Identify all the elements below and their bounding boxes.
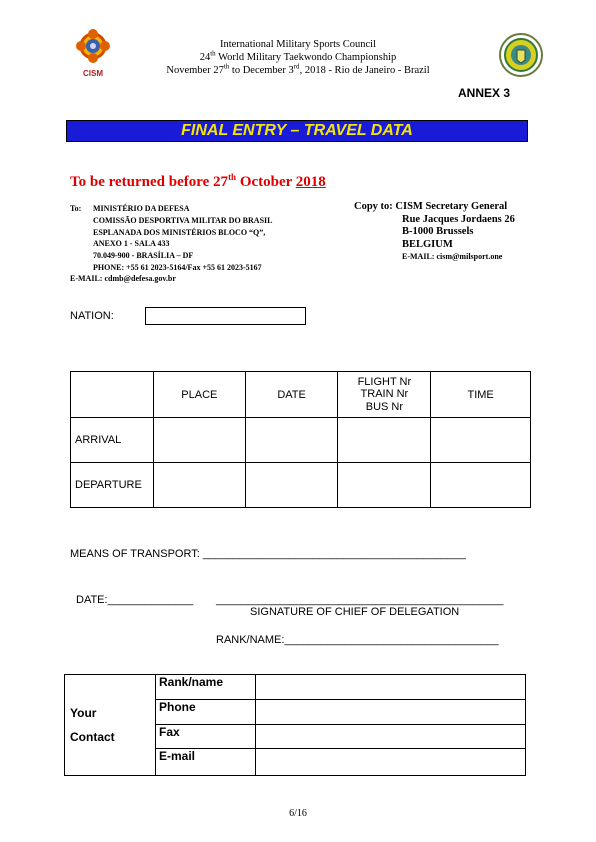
table-row bbox=[65, 675, 526, 700]
travel-data-table bbox=[70, 371, 531, 508]
departure-flight-cell[interactable] bbox=[338, 463, 431, 508]
arrival-time-cell[interactable] bbox=[431, 418, 531, 463]
nation-field[interactable] bbox=[145, 307, 306, 325]
return-deadline: To be returned before 27th October 2018 bbox=[70, 172, 326, 190]
address-line: COMISSÃO DESPORTIVA MILITAR DO BRASIL bbox=[93, 215, 273, 225]
copy-address-line: Rue Jacques Jordaens 26 bbox=[402, 213, 515, 225]
recipient-email: E-MAIL: cdmb@defesa.gov.br bbox=[70, 274, 176, 283]
copy-address-line: B-1000 Brussels bbox=[402, 226, 474, 238]
contact-rank-input[interactable] bbox=[256, 675, 526, 700]
contact-fax-input[interactable] bbox=[256, 725, 526, 749]
table-row bbox=[71, 463, 531, 508]
arrival-flight-cell[interactable] bbox=[338, 418, 431, 463]
departure-time-cell[interactable] bbox=[431, 463, 531, 508]
signature-label: SIGNATURE OF CHIEF OF DELEGATION bbox=[250, 606, 460, 618]
cism-logo bbox=[70, 24, 116, 80]
header-date: DATE bbox=[245, 372, 338, 418]
document-header bbox=[130, 38, 466, 77]
contact-label-email: E-mail bbox=[156, 749, 256, 776]
address-line: ESPLANADA DOS MINISTÉRIOS BLOCO “Q”, bbox=[93, 227, 266, 237]
copy-email: E-MAIL: cism@milsport.one bbox=[402, 252, 503, 262]
address-line: 70.049-900 - BRASÍLIA – DF bbox=[93, 251, 194, 261]
event-dates: November 27th to December 3rd, 2018 - Rio de Janeiro - Brazil bbox=[166, 62, 430, 76]
contact-email-input[interactable] bbox=[256, 749, 526, 776]
address-line: ANEXO 1 - SALA 433 bbox=[93, 239, 170, 249]
contact-label-rank: Rank/name bbox=[156, 675, 256, 700]
contact-label-phone: Phone bbox=[156, 700, 256, 725]
council-name: International Military Sports Council bbox=[219, 39, 377, 50]
form-title-banner: FINAL ENTRY – TRAVEL DATA bbox=[66, 120, 528, 142]
means-of-transport-field[interactable]: MEANS OF TRANSPORT: ___________________________________________ bbox=[70, 548, 466, 560]
date-field[interactable]: DATE:______________ bbox=[76, 594, 194, 606]
header-place: PLACE bbox=[153, 372, 245, 418]
contact-label-fax: Fax bbox=[156, 725, 256, 749]
contact-table bbox=[64, 674, 526, 776]
table-header-row bbox=[71, 372, 531, 418]
nation-label: NATION: bbox=[70, 310, 114, 322]
copy-to-address bbox=[354, 201, 515, 264]
rank-name-field[interactable]: RANK/NAME:___________________________________ bbox=[216, 634, 499, 646]
copy-to-line: Copy to: CISM Secretary General bbox=[354, 201, 508, 212]
annex-label: ANNEX 3 bbox=[458, 86, 511, 100]
row-label-arrival: ARRIVAL bbox=[71, 418, 154, 463]
row-label-departure: DEPARTURE bbox=[71, 463, 154, 508]
header-time: TIME bbox=[431, 372, 531, 418]
to-label: To: bbox=[70, 204, 82, 213]
page-number: 6/16 bbox=[289, 808, 307, 819]
table-row bbox=[71, 418, 531, 463]
championship-name: 24th World Military Taekwondo Championship bbox=[199, 49, 397, 63]
address-line: PHONE: +55 61 2023-5164/Fax +55 61 2023-5167 bbox=[93, 262, 262, 272]
arrival-date-cell[interactable] bbox=[245, 418, 338, 463]
contact-phone-input[interactable] bbox=[256, 700, 526, 725]
header-flight: FLIGHT Nr TRAIN Nr BUS Nr bbox=[338, 372, 431, 418]
copy-address-line: BELGIUM bbox=[402, 238, 453, 250]
address-line: MINISTÉRIO DA DEFESA bbox=[93, 204, 190, 213]
your-contact-label: Your Contact bbox=[65, 675, 156, 776]
departure-place-cell[interactable] bbox=[153, 463, 245, 508]
championship-seal-icon bbox=[498, 30, 544, 80]
svg-text:CISM: CISM bbox=[83, 69, 103, 78]
signature-field[interactable]: _______________________________________________ bbox=[216, 594, 504, 606]
header-cell-empty bbox=[71, 372, 154, 418]
departure-date-cell[interactable] bbox=[245, 463, 338, 508]
arrival-place-cell[interactable] bbox=[153, 418, 245, 463]
